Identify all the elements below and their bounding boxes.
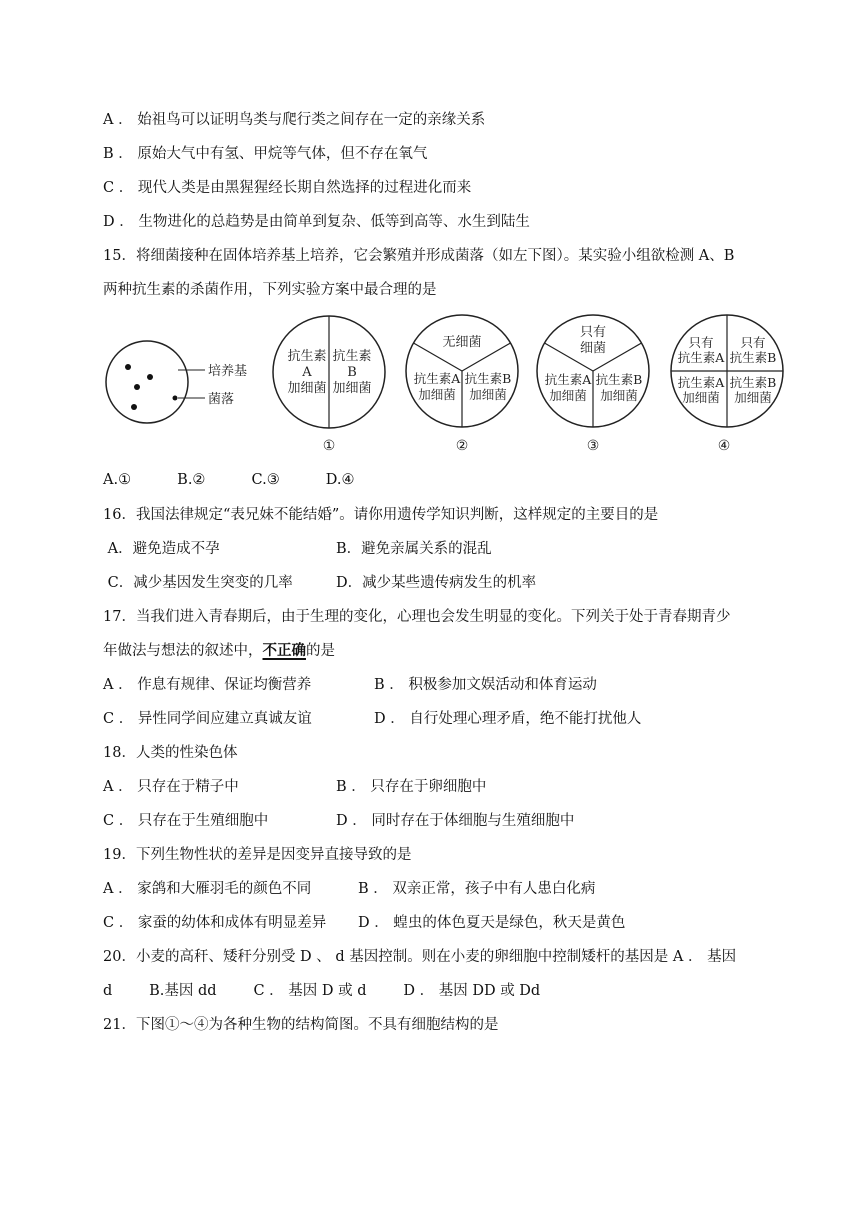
d4-br-l1: 抗生素B: [729, 375, 777, 390]
d1-right-l1: 抗生素: [332, 349, 372, 364]
q17-option-b: B ． 积极参加文娱活动和体育运动: [374, 677, 597, 693]
d2-top: 无细菌: [442, 335, 482, 350]
d3-right-l2: 加细菌: [600, 388, 638, 403]
q15-figure: [0, 300, 860, 460]
label-colony: 菌落: [208, 392, 235, 407]
caption-3: ③: [586, 438, 600, 454]
d4-tl-l1: 只有: [688, 335, 714, 350]
d4-tr-l1: 只有: [740, 335, 766, 350]
d3-left-l2: 加细菌: [549, 388, 587, 403]
q16-option-d: D．减少某些遗传病发生的机率: [336, 575, 537, 591]
label-medium: 培养基: [208, 364, 248, 379]
q15-options: A.① B.② C.③ D.④: [103, 472, 355, 488]
q16-stem: 16．我国法律规定“表兄妹不能结婚”。请你用遗传学知识判断，这样规定的主要目的是: [103, 507, 659, 523]
dish-3: [537, 315, 649, 454]
d4-tr-l2: 抗生素B: [729, 350, 777, 365]
q15-stem-line2: 两种抗生素的杀菌作用，下列实验方案中最合理的是: [103, 282, 437, 298]
dish-2: [406, 315, 518, 454]
q14-option-b: B ． 原始大气中有氢、甲烷等气体，但不存在氧气: [103, 146, 428, 162]
q20-line2: d B.基因 dd C ． 基因 D 或 d D ． 基因 DD 或 Dd: [103, 983, 541, 999]
caption-2: ②: [455, 438, 469, 454]
caption-4: ④: [717, 438, 731, 454]
q20-line1: 20．小麦的高秆、矮秆分别受 D 、 d 基因控制。则在小麦的卵细胞中控制矮杆的基因是 A ． 基因: [103, 949, 737, 965]
q14-option-a: A ． 始祖鸟可以证明鸟类与爬行类之间存在一定的亲缘关系: [103, 112, 486, 128]
q17-stem-line1: 17．当我们进入青春期后，由于生理的变化，心理也会发生明显的变化。下列关于处于青春期青少: [103, 609, 731, 625]
q17-option-a: A ． 作息有规律、保证均衡营养: [103, 677, 312, 693]
d1-right-l2: B: [347, 365, 357, 380]
d3-top-l1: 只有: [579, 325, 607, 340]
q19-option-b: B ． 双亲正常，孩子中有人患白化病: [358, 881, 596, 897]
q17-option-c: C ． 异性同学间应建立真诚友谊: [103, 711, 312, 727]
q17-stem-post: 的是: [306, 643, 335, 659]
d1-left-l1: 抗生素: [287, 349, 327, 364]
q18-option-b: B ． 只存在于卵细胞中: [336, 779, 487, 795]
q19-option-a: A ． 家鸽和大雁羽毛的颜色不同: [103, 881, 312, 897]
q18-option-c: C ． 只存在于生殖细胞中: [103, 813, 269, 829]
d3-right-l1: 抗生素B: [595, 372, 643, 387]
caption-1: ①: [322, 438, 336, 454]
q14-option-d: D ． 生物进化的总趋势是由简单到复杂、低等到高等、水生到陆生: [103, 214, 530, 230]
d3-left-l1: 抗生素A: [544, 372, 592, 387]
q21-stem: 21．下图①～④为各种生物的结构简图。不具有细胞结构的是: [103, 1017, 499, 1033]
d4-br-l2: 加细菌: [734, 390, 772, 405]
q16-option-a: A．避免造成不孕: [103, 541, 220, 557]
q18-option-d: D ． 同时存在于体细胞与生殖细胞中: [336, 813, 575, 829]
petri-dish: [106, 341, 247, 423]
q19-option-c: C ． 家蚕的幼体和成体有明显差异: [103, 915, 327, 931]
d4-bl-l1: 抗生素A: [677, 375, 725, 390]
q16-option-b: B．避免亲属关系的混乱: [336, 541, 492, 557]
d3-top-l2: 细菌: [579, 341, 607, 356]
d2-left-l2: 加细菌: [418, 387, 456, 402]
d1-left-l2: A: [302, 365, 312, 380]
d2-left-l1: 抗生素A: [413, 371, 461, 386]
q14-option-c: C ． 现代人类是由黑猩猩经长期自然选择的过程进化而来: [103, 180, 472, 196]
dish-1: [273, 316, 385, 454]
q18-stem: 18．人类的性染色体: [103, 745, 238, 761]
q15-stem-line1: 15．将细菌接种在固体培养基上培养，它会繁殖并形成菌落（如左下图）。某实验小组欲检测 A、B: [103, 248, 735, 264]
q19-stem: 19．下列生物性状的差异是因变异直接导致的是: [103, 847, 412, 863]
q17-emphasis: 不正确: [262, 642, 306, 659]
q17-stem-line2: [103, 641, 335, 661]
q17-option-d: D ． 自行处理心理矛盾，绝不能打扰他人: [374, 711, 642, 727]
d1-right-l3: 加细菌: [332, 381, 372, 396]
d4-tl-l2: 抗生素A: [677, 350, 725, 365]
d4-bl-l2: 加细菌: [682, 390, 720, 405]
d1-left-l3: 加细菌: [287, 381, 327, 396]
q19-option-d: D ． 蝗虫的体色夏天是绿色，秋天是黄色: [358, 915, 626, 931]
q17-stem-pre: 年做法与想法的叙述中，: [103, 643, 263, 659]
q18-option-a: A ． 只存在于精子中: [103, 779, 239, 795]
d2-right-l2: 加细菌: [469, 387, 507, 402]
d2-right-l1: 抗生素B: [464, 371, 512, 386]
dish-4: [671, 315, 783, 454]
q16-option-c: C．减少基因发生突变的几率: [103, 575, 293, 591]
